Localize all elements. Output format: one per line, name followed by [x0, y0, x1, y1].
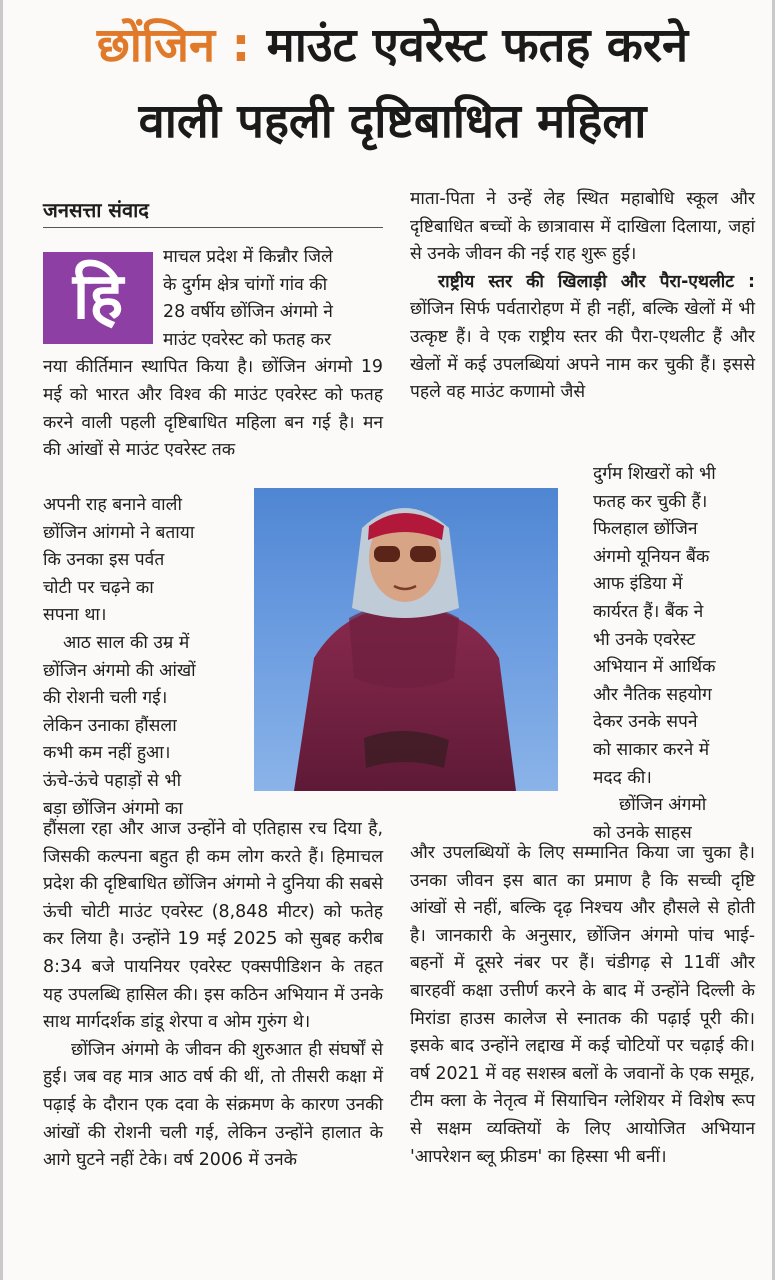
column-2-narrow — [593, 461, 753, 847]
narrow-line: दुर्गम शिखरों को भी — [593, 464, 716, 484]
narrow-line: मदद की। — [593, 767, 652, 788]
column-1-narrow — [43, 492, 243, 823]
col1-lead-line: माउंट एवरेस्ट को फतह कर — [163, 329, 332, 350]
narrow-line: और नैतिक सहयोग — [593, 684, 712, 705]
headline — [33, 8, 752, 160]
narrow-line: छोंजिन आंगमो ने बताया — [43, 522, 195, 543]
narrow-line: अंगमो यूनियन बैंक — [593, 546, 710, 567]
photo-chhonzin-angmo — [254, 488, 558, 791]
col1-paragraph-3: छोंजिन अंगमो के जीवन की शुरुआत ही संघर्षों से हुई। जब वह मात्र आठ वर्ष की थीं, तो तीसरी कक्षा में पढ़ाई के दौरान एक दवा के संक्रमण के कारण उनकी आंखों की रोशनी चली गई, लेकिन उन्होंने हालात के आगे घुटने नहीं टेके। वर्ष 2006 में उनके — [43, 1039, 383, 1171]
col1-paragraph-1: नया कीर्तिमान स्थापित किया है। छोंजिन अंगमो 19 मई को भारत और विश्व की माउंट एवरेस्ट को फतह करने वाली पहली दृष्टिबाधित महिला बन गई है। मन की आंखों से माउंट एवरेस्ट तक — [43, 357, 383, 461]
col2-paragraph-2-text: छोंजिन सिर्फ पर्वतारोहण में ही नहीं, बल्कि खेलों में भी उत्कृष्ट हैं। वे एक राष्ट्रीय स्तर की पैरा-एथलीट हैं और खेलों में कई उपलब्धियां अपने नाम कर चुकी हैं। इससे पहले वह माउंट कणामो जैसे — [410, 299, 755, 403]
narrow-line: भी उनके एवरेस्ट — [593, 629, 696, 650]
narrow-line: ऊंचे-ऊंचे पहाड़ों से भी — [43, 770, 182, 791]
col1-lead-line: माचल प्रदेश में किन्नौर जिले — [163, 247, 333, 267]
narrow-line: सपना था। — [43, 605, 107, 626]
narrow-line: कभी कम नहीं हुआ। — [43, 743, 171, 764]
col2-paragraph-3: और उपलब्धियों के लिए सम्मानित किया जा चुका है। उनका जीवन इस बात का प्रमाण है कि सच्ची दृष्टि आंखों से नहीं, बल्कि दृढ़ निश्चय और हौसले से होती है। जानकारी के अनुसार, छोंजिन अंगमो पांच भाई-बहनों में दूसरे नंबर पर हैं। चंडीगढ़ से 11वीं और बारहवीं कक्षा उत्तीर्ण करने के बाद में उन्होंने दिल्ली के मिरांडा हाउस कालेज से स्नातक की पढ़ाई पूरी की। इसके बाद उन्होंने लद्दाख में कई चोटियों पर चढ़ाई की। वर्ष 2021 में वह सशस्त्र बलों के जवानों के एक समूह, टीम क्ला के नेतृत्व में सियाचिन ग्लेशियर में विशेष रूप से सक्षम व्यक्तियों के लिए आयोजित अभियान 'आपरेशन ब्लू फ्रीडम' का हिस्सा भी बनीं। — [410, 843, 755, 1167]
col1-paragraph-2: हौंसला रहा और आज उन्होंने वो एतिहास रच दिया है, जिसकी कल्पना बहुत ही कम लोग करते हैं। हिमाचल प्रदेश की दृष्टिबाधित छोंजिन अंगमो ने दुनिया की सबसे ऊंची चोटी माउंट एवरेस्ट (8,848 मीटर) को फतेह कर लिया है। उन्होंने 19 मई 2025 को सुबह करीब 8:34 बजे पायनियर एवरेस्ट एक्सपीडिशन के तहत यह उपलब्धि हासिल की। इस कठिन अभियान में उनके साथ मार्गदर्शक डांडू शेरपा व ओम गुरुंग थे। — [43, 819, 383, 1033]
narrow-line: बड़ा छोंजिन अंगमो का — [43, 798, 183, 819]
subhead: राष्ट्रीय स्तर की खिलाड़ी और पैरा-एथलीट : — [438, 271, 755, 292]
col2-paragraph-2 — [410, 269, 755, 407]
column-1-top — [43, 244, 383, 465]
narrow-line: देकर उनके सपने — [593, 712, 698, 733]
narrow-line: लेकिन उनाका हौंसला — [43, 715, 177, 736]
narrow-line: आफ इंडिया में — [593, 574, 683, 595]
column-2-bottom — [410, 840, 755, 1171]
narrow-line: अभियान में आर्थिक — [593, 657, 716, 678]
narrow-line: की रोशनी चली गई। — [43, 688, 168, 709]
column-1-bottom — [43, 816, 383, 1175]
headline-line2: वाली पहली दृष्टिबाधित महिला — [138, 94, 647, 149]
portrait-illustration — [254, 488, 558, 791]
narrow-line: अपनी राह बनाने वाली — [43, 495, 182, 515]
dropcap: हि — [43, 252, 153, 344]
narrow-line: चोटी पर चढ़ने का — [43, 577, 154, 598]
narrow-line: आठ साल की उम्र में — [63, 632, 190, 653]
col1-lead-line: के दुर्गम क्षेत्र चांगों गांव की — [163, 274, 328, 295]
headline-kicker: छोंजिन : — [96, 18, 251, 73]
column-2-top — [410, 186, 755, 407]
byline: जनसत्ता संवाद — [43, 196, 383, 228]
narrow-line: को साकार करने में — [593, 739, 710, 760]
narrow-line: फतह कर चुकी हैं। — [593, 491, 708, 512]
narrow-line: को उनके साहस — [593, 822, 692, 843]
headline-line1: माउंट एवरेस्ट फतह करने — [266, 18, 689, 73]
col1-lead-line: 28 वर्षीय छोंजिन अंगमो ने — [163, 302, 333, 323]
narrow-line: कि उनका इस पर्वत — [43, 550, 165, 571]
narrow-line: छोंजिन अंगमो की आंखों — [43, 660, 196, 681]
narrow-line: कार्यरत हैं। बैंक ने — [593, 601, 704, 622]
narrow-line: फिलहाल छोंजिन — [593, 519, 698, 540]
narrow-line: छोंजिन अंगमो — [619, 795, 707, 816]
col2-paragraph-1: माता-पिता ने उन्हें लेह स्थित महाबोधि स्कूल और दृष्टिबाधित बच्चों के छात्रावास में दाखिला दिलाया, जहां से उनके जीवन की नई राह शुरू हुई। — [410, 189, 755, 265]
